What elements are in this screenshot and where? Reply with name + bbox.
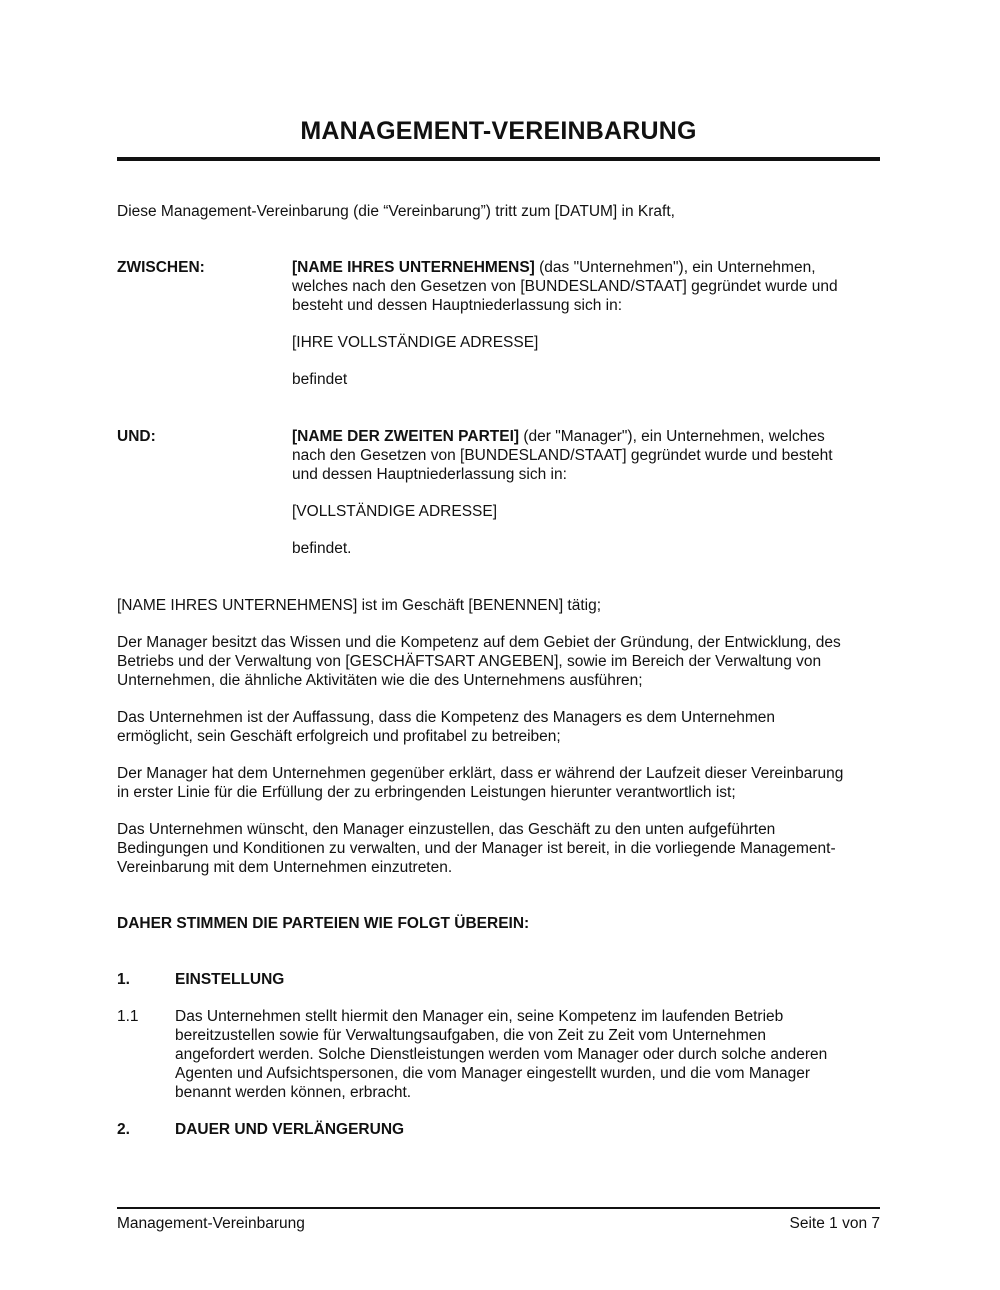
footer-page-number: Seite 1 von 7: [789, 1215, 880, 1232]
section1-1-line-3: angefordert werden. Solche Dienstleistungen werden vom Manager oder durch solche anderen: [175, 1046, 828, 1063]
party2-desc-line2: nach den Gesetzen von [BUNDESLAND/STAAT] gegründet wurde und besteht: [292, 447, 833, 464]
party2-name: [NAME DER ZWEITEN PARTEI]: [292, 428, 520, 445]
party1-label: ZWISCHEN:: [117, 259, 205, 276]
section1-number: 1.: [117, 971, 130, 988]
recital-2: [117, 633, 887, 690]
title-divider: [117, 157, 880, 161]
section1-1-line-2: bereitzustellen sowie für Verwaltungsaufgaben, die von Zeit zu Zeit vom Unternehmen: [175, 1027, 767, 1044]
section1-1-line-5: benannt werden können, erbracht.: [175, 1084, 412, 1101]
party2-address: [VOLLSTÄNDIGE ADRESSE]: [292, 503, 498, 520]
recital-4-line-2: in erster Linie für die Erfüllung der zu erbringenden Leistungen hierunter verantwortlich ist;: [117, 784, 736, 801]
recital-3-line-2: ermöglicht, sein Geschäft erfolgreich und profitabel zu betreiben;: [117, 728, 561, 745]
recital-5: [117, 820, 887, 877]
section1-1-text: [175, 1007, 875, 1102]
party2-desc-line1: (der "Manager"), ein Unternehmen, welches: [519, 428, 825, 445]
party1-desc-line1: (das "Unternehmen"), ein Unternehmen,: [534, 259, 816, 276]
section2-number: 2.: [117, 1121, 130, 1138]
party1-name: [NAME IHRES UNTERNEHMENS]: [292, 259, 535, 276]
party1-line1: [292, 258, 882, 277]
agreement-heading: DAHER STIMMEN DIE PARTEIEN WIE FOLGT ÜBEREIN:: [117, 915, 530, 932]
recital-5-line-2: Bedingungen und Konditionen zu verwalten, und der Manager ist bereit, in die vorliegende Management-: [117, 840, 836, 857]
party2-desc-line3: und dessen Hauptniederlassung sich in:: [292, 466, 567, 483]
recital-2-line-2: Betriebs und der Verwaltung von [GESCHÄFTSART ANGEBEN], sowie im Bereich der Verwaltung von: [117, 653, 822, 670]
party2-line1: [292, 427, 882, 446]
section1-1-line-4: Agenten und Aufsichtspersonen, die vom Manager eingestellt wurden, und die vom Manager: [175, 1065, 811, 1082]
recital-4: [117, 764, 887, 802]
recital-1-line-1: [NAME IHRES UNTERNEHMENS] ist im Geschäft [BENENNEN] tätig;: [117, 597, 602, 614]
party1-closing: befindet: [292, 371, 348, 388]
party1-address: [IHRE VOLLSTÄNDIGE ADRESSE]: [292, 334, 539, 351]
recital-2-line-1: Der Manager besitzt das Wissen und die Kompetenz auf dem Gebiet der Gründung, der Entwicklung, des: [117, 634, 841, 651]
section1-heading: EINSTELLUNG: [175, 971, 285, 988]
footer-document-name: Management-Vereinbarung: [117, 1215, 305, 1232]
recital-4-line-1: Der Manager hat dem Unternehmen gegenüber erklärt, dass er während der Laufzeit dieser Vereinbarung: [117, 765, 844, 782]
party1-description: [292, 258, 882, 315]
recital-3-line-1: Das Unternehmen ist der Auffassung, dass die Kompetenz des Managers es dem Unternehmen: [117, 709, 775, 726]
section1-1-number: 1.1: [117, 1008, 139, 1025]
recital-3: [117, 708, 887, 746]
recital-5-line-1: Das Unternehmen wünscht, den Manager einzustellen, das Geschäft zu den unten aufgeführten: [117, 821, 776, 838]
section1-1-line-1: Das Unternehmen stellt hiermit den Manager ein, seine Kompetenz im laufenden Betrieb: [175, 1008, 784, 1025]
footer-divider: [117, 1207, 880, 1209]
recital-2-line-3: Unternehmen, die ähnliche Aktivitäten wie die des Unternehmens ausführen;: [117, 672, 643, 689]
intro-paragraph: Diese Management-Vereinbarung (die “Vereinbarung”) tritt zum [DATUM] in Kraft,: [117, 203, 675, 220]
party2-label: UND:: [117, 428, 156, 445]
recital-5-line-3: Vereinbarung mit dem Unternehmen einzutreten.: [117, 859, 453, 876]
party2-description: [292, 427, 882, 484]
recital-1: [117, 596, 887, 615]
party1-desc-line3: besteht und dessen Hauptniederlassung sich in:: [292, 297, 623, 314]
party2-closing: befindet.: [292, 540, 352, 557]
document-title: MANAGEMENT-VEREINBARUNG: [300, 117, 697, 145]
section2-heading: DAUER UND VERLÄNGERUNG: [175, 1121, 405, 1138]
party1-desc-line2: welches nach den Gesetzen von [BUNDESLAND/STAAT] gegründet wurde und: [292, 278, 838, 295]
